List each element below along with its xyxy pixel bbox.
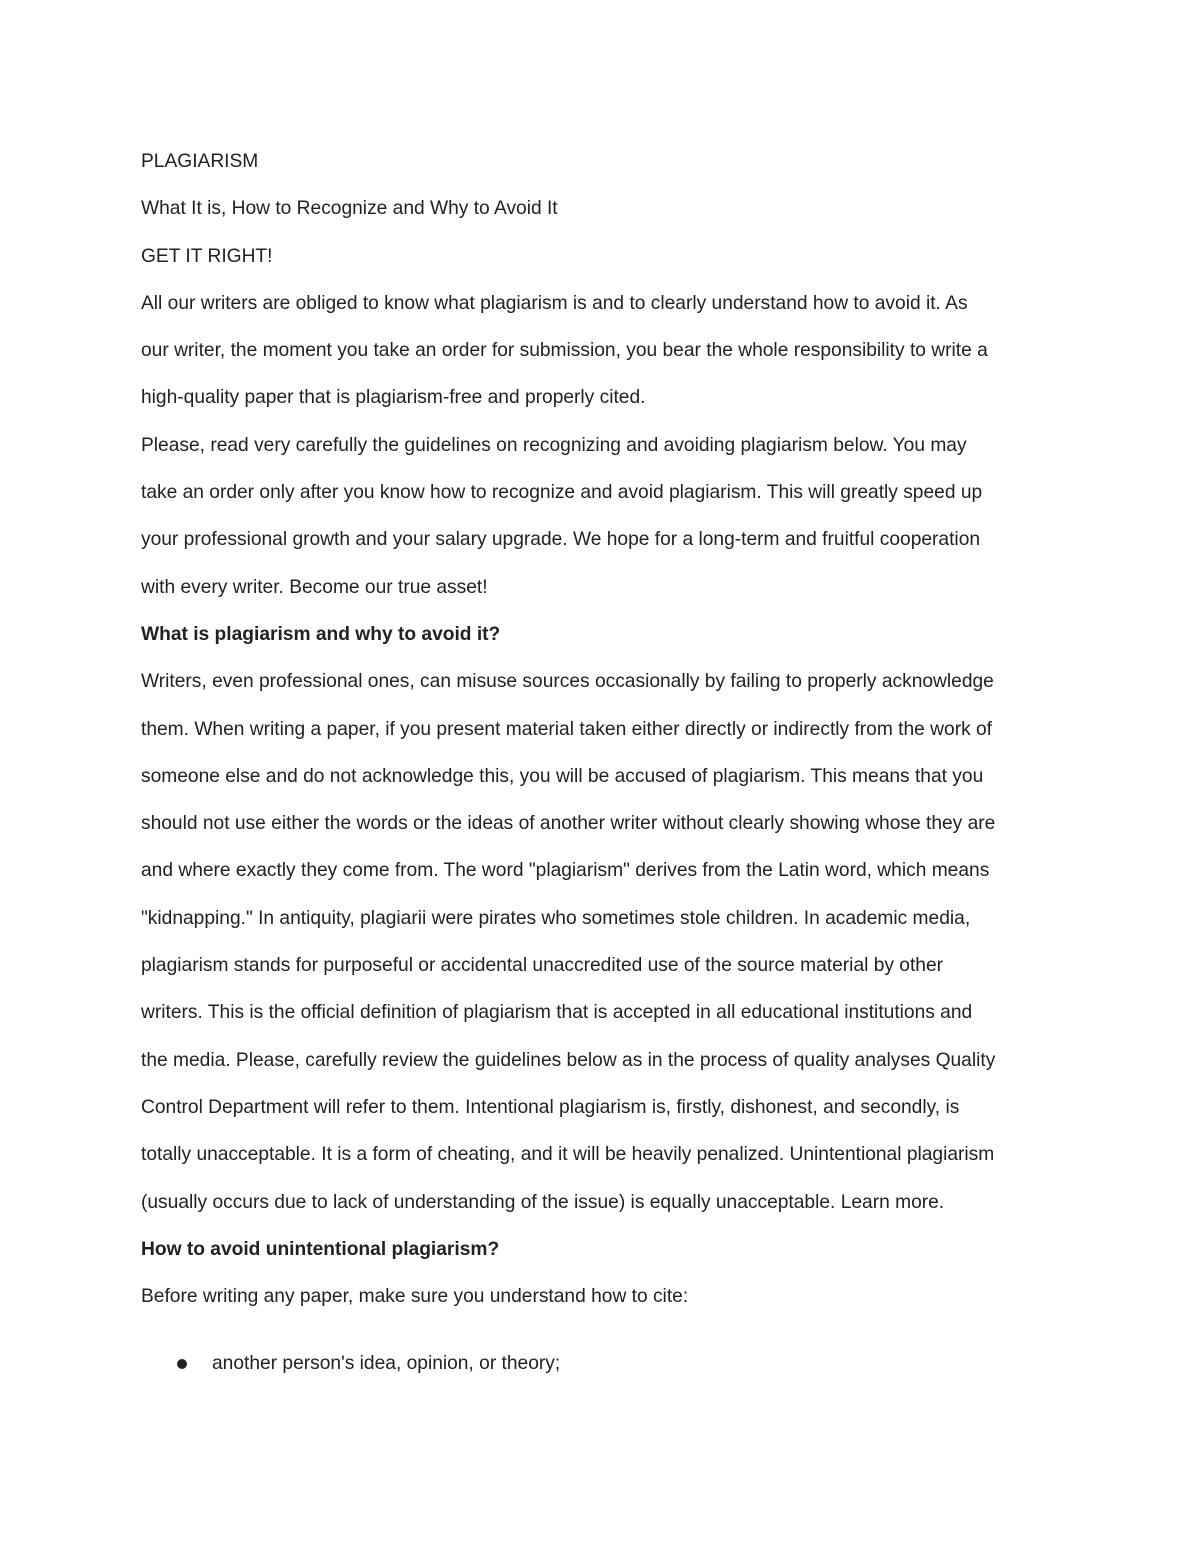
paragraph-line: should not use either the words or the ideas of another writer without clearly showing whose they are [141,813,996,835]
document-subtitle: What It is, How to Recognize and Why to Avoid It [141,198,558,220]
citation-bullet-list [141,1340,1066,1387]
paragraph-line: your professional growth and your salary upgrade. We hope for a long-term and fruitful cooperation [141,529,981,551]
document-title: PLAGIARISM [141,151,259,172]
intro-paragraph [141,280,1066,422]
paragraph-line: high-quality paper that is plagiarism-free and properly cited. [141,387,646,409]
section-heading-what-is-plagiarism: What is plagiarism and why to avoid it? [141,623,501,645]
paragraph-line: Writers, even professional ones, can misuse sources occasionally by failing to properly acknowledge [141,671,994,693]
paragraph-line: with every writer. Become our true asset! [141,576,488,598]
definition-paragraph [141,658,1066,1226]
section-heading-avoid-plagiarism: How to avoid unintentional plagiarism? [141,1238,500,1260]
paragraph-line: "kidnapping." In antiquity, plagiarii were pirates who sometimes stole children. In academic media, [141,907,971,929]
paragraph-line: and where exactly they come from. The word "plagiarism" derives from the Latin word, which means [141,860,990,882]
paragraph-line: the media. Please, carefully review the guidelines below as in the process of quality analyses Quality [141,1049,996,1071]
paragraph-line: All our writers are obliged to know what plagiarism is and to clearly understand how to avoid it. As [141,292,968,314]
guidelines-paragraph [141,422,1066,611]
paragraph-line: totally unacceptable. It is a form of cheating, and it will be heavily penalized. Unintentional plagiarism [141,1144,995,1166]
list-item-text: another person's idea, opinion, or theory; [212,1353,561,1375]
section-intro: Before writing any paper, make sure you understand how to cite: [141,1286,689,1308]
list-item [141,1340,1066,1387]
paragraph-line: someone else and do not acknowledge this, you will be accused of plagiarism. This means that you [141,765,984,787]
paragraph-line: them. When writing a paper, if you present material taken either directly or indirectly from the work of [141,718,993,740]
paragraph-line: take an order only after you know how to recognize and avoid plagiarism. This will greatly speed up [141,482,983,504]
bullet-icon [177,1359,187,1369]
paragraph-line: plagiarism stands for purposeful or accidental unaccredited use of the source material by other [141,955,944,977]
paragraph-line: writers. This is the official definition of plagiarism that is accepted in all educational institutions and [141,1002,973,1024]
document-body [141,138,1066,1388]
paragraph-line: Control Department will refer to them. Intentional plagiarism is, firstly, dishonest, and secondly, is [141,1096,960,1118]
paragraph-line: our writer, the moment you take an order for submission, you bear the whole responsibility to write a [141,340,988,362]
document-tagline: GET IT RIGHT! [141,245,273,267]
paragraph-line: Please, read very carefully the guidelines on recognizing and avoiding plagiarism below. You may [141,434,967,456]
paragraph-line: (usually occurs due to lack of understanding of the issue) is equally unacceptable. Learn more. [141,1191,945,1213]
